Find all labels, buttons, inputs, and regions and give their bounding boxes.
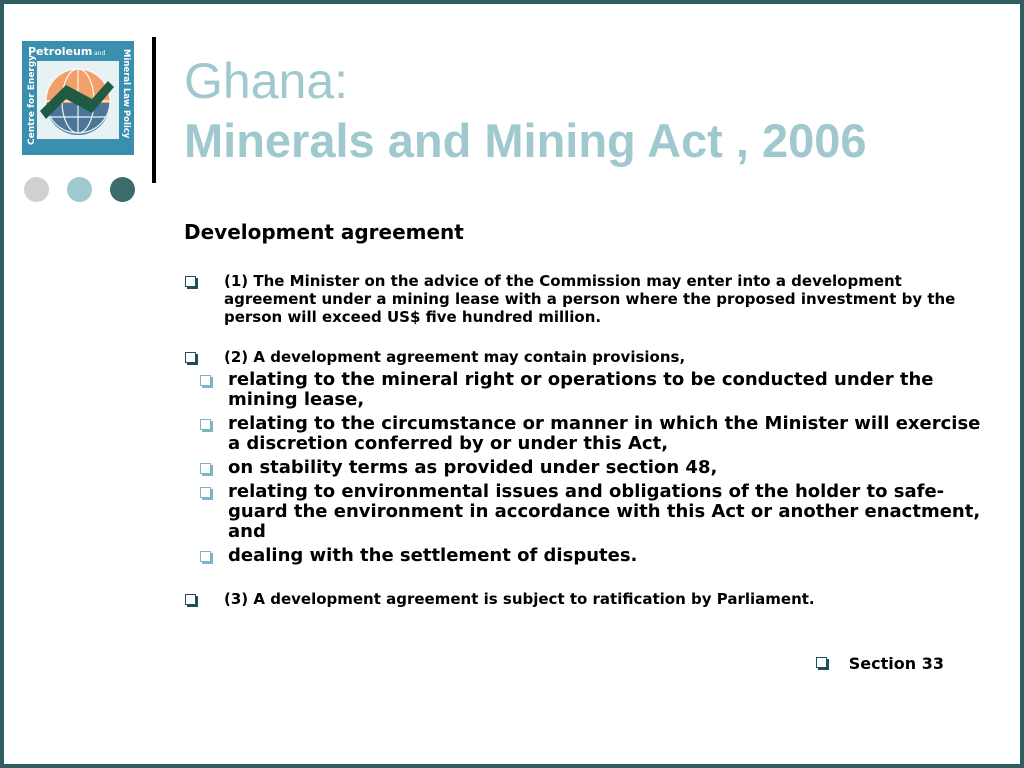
title-line-1: Ghana:	[184, 53, 349, 109]
square-bullet-icon	[200, 551, 211, 562]
logo-top-text: Petroleum	[28, 45, 93, 58]
title-divider	[152, 37, 156, 183]
decorative-dots	[24, 177, 135, 202]
square-bullet-icon	[200, 463, 211, 474]
section-heading: Development agreement	[184, 220, 464, 244]
centre-logo	[22, 41, 134, 155]
sub-list-item-text: dealing with the settlement of disputes.	[228, 545, 638, 566]
square-bullet-icon	[185, 276, 196, 287]
sub-list-item-text: relating to the mineral right or operations to be conducted under the mining lease,	[228, 369, 934, 410]
square-bullet-icon	[185, 352, 196, 363]
slide-title	[184, 52, 867, 172]
sub-list-item	[144, 370, 984, 410]
dot-light-teal	[67, 177, 92, 202]
section-reference-text: Section 33	[848, 654, 944, 673]
sub-list-item	[144, 482, 984, 542]
list-item-3	[184, 590, 984, 608]
logo-top-small-text: and	[94, 50, 106, 57]
dot-grey	[24, 177, 49, 202]
list-item-1-text: (1) The Minister on the advice of the Commission may enter into a development agreement under a mining lease with a person where the proposed investment by the person will exceed US$ five hundred million.	[224, 272, 956, 326]
sub-list-item	[144, 414, 984, 454]
sub-list	[144, 370, 984, 566]
sub-list-item-text: relating to the circumstance or manner in which the Minister will exercise a discretion conferred by or under this Act,	[228, 413, 981, 454]
sub-list-item	[144, 546, 984, 566]
globe-logo-icon	[22, 41, 134, 155]
slide-content	[184, 218, 984, 608]
square-bullet-icon	[200, 419, 211, 430]
dot-dark-teal	[110, 177, 135, 202]
square-bullet-icon	[200, 375, 211, 386]
sub-list-item-text: on stability terms as provided under section 48,	[228, 457, 718, 478]
square-bullet-icon	[816, 657, 827, 668]
square-bullet-icon	[200, 487, 211, 498]
section-reference	[816, 654, 944, 674]
title-line-2: Minerals and Mining Act , 2006	[184, 114, 867, 167]
sub-list-item-text: relating to environmental issues and obligations of the holder to safe-guard the environment in accordance with this Act or another enactment, and	[228, 481, 981, 542]
sub-list-item	[144, 458, 984, 478]
list-item-1	[184, 272, 984, 326]
list-item-2-text: (2) A development agreement may contain provisions,	[224, 348, 686, 366]
list-item-2	[184, 348, 984, 366]
logo-left-text: Centre for Energy	[27, 54, 37, 145]
logo-right-text: Mineral Law Policy	[121, 49, 131, 139]
square-bullet-icon	[185, 594, 196, 605]
list-item-3-text: (3) A development agreement is subject to ratification by Parliament.	[224, 590, 815, 608]
